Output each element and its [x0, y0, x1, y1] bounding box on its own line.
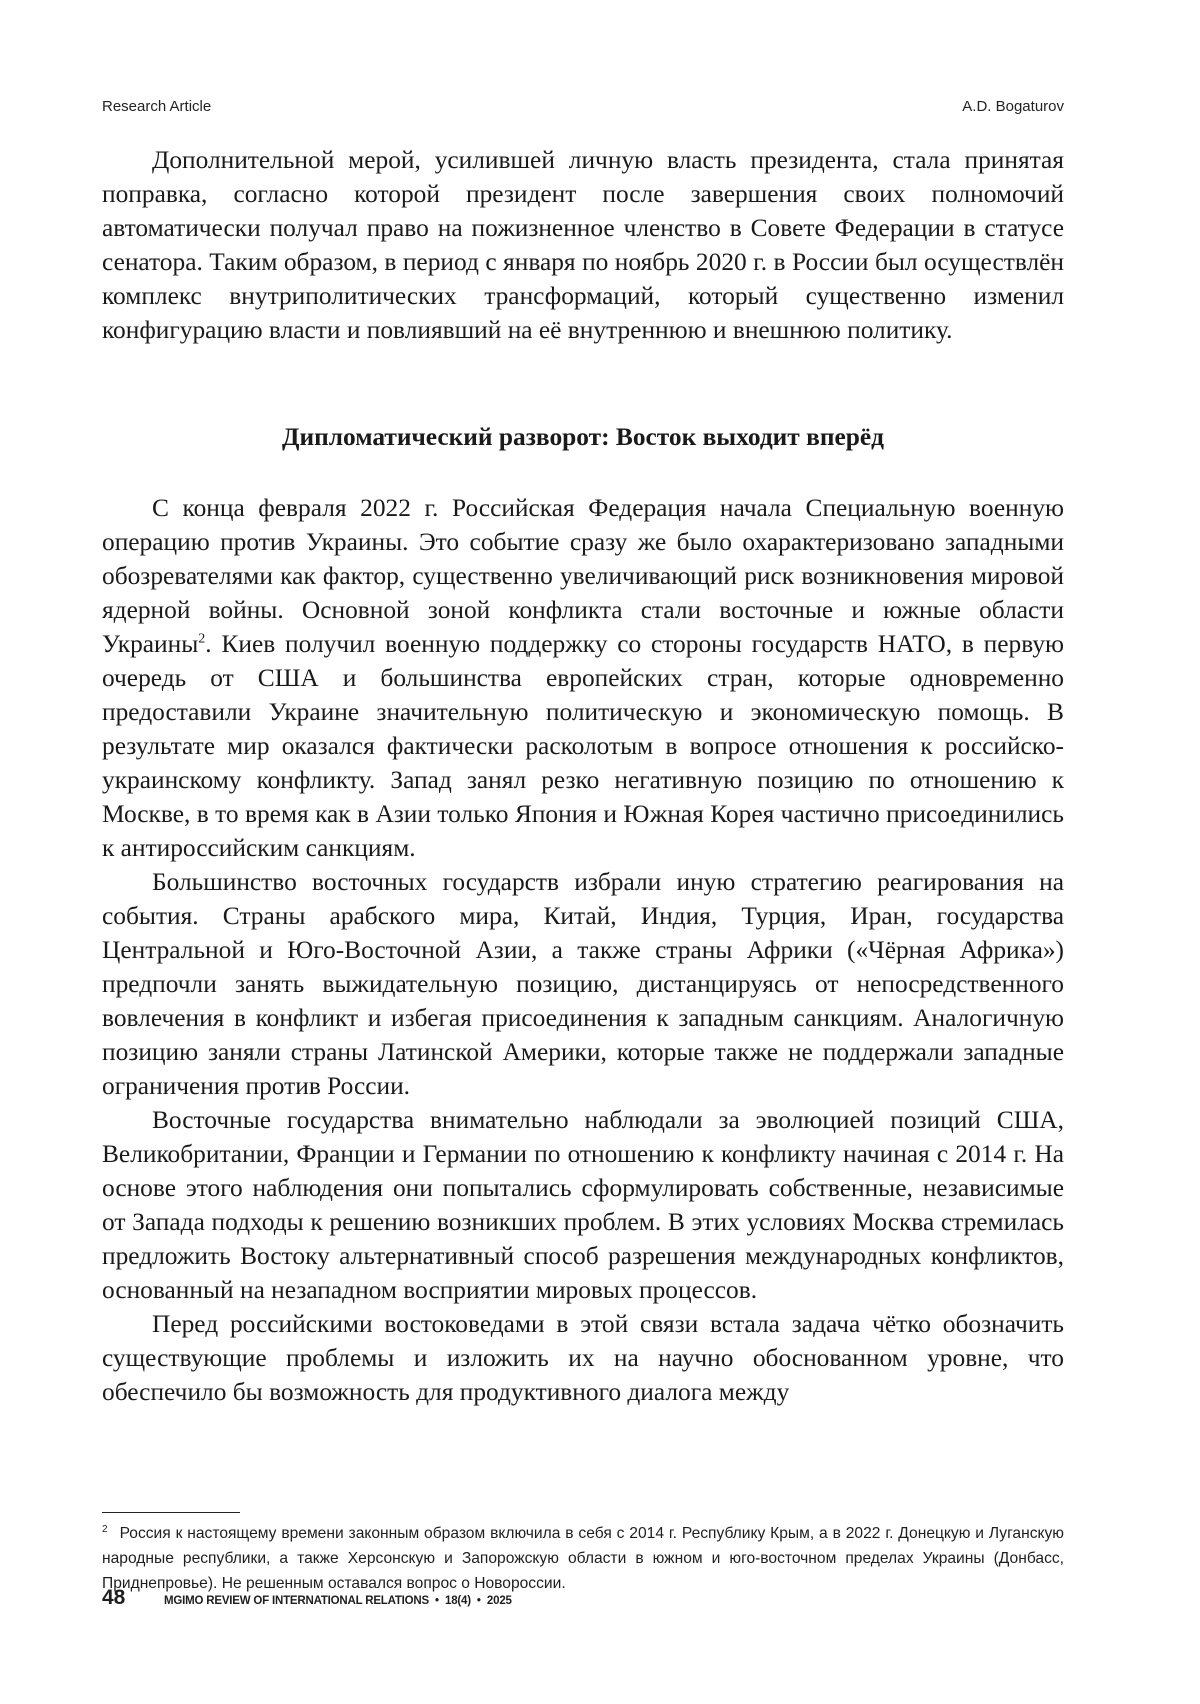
intro-text-block: [102, 143, 1064, 347]
paragraph: Большинство восточных государств избрали иную стратегию реагирования на события. Страны арабского мира, Китай, Индия, Турция, Иран, государства Центральной и Юго-Восточной Азии, а также страны Африки («Чёрная Африка») предпочли занять выжидательную позицию, дистанцируясь от непосредственного вовлечения в конфликт и избегая присоединения к западным санкциям. Аналогичную позицию заняли страны Латинской Америки, которые также не поддержали западные ограничения против России.: [102, 868, 1064, 1100]
footnote-text: Россия к настоящему времени законным образом включила в себя с 2014 г. Республику Крым, а в 2022 г. Донецкую и Луганскую народные республики, а также Херсонскую и Запорожскую области в южном и юго-восточном пределах Украины (Донбасс, Приднепровье). Не решенным оставался вопрос о Новороссии.: [102, 1525, 1064, 1592]
main-text-block: [102, 491, 1064, 1409]
footnote-divider: [102, 1512, 240, 1513]
paragraph: Дополнительной мерой, усилившей личную власть президента, стала принятая поправка, согласно которой президент после завершения своих полномочий автоматически получал право на пожизненное членство в Совете Федерации в статусе сенатора. Таким образом, в период с января по ноябрь 2020 г. в России был осуществлён комплекс внутриполитических трансформаций, который существенно изменил конфигурацию власти и повлиявший на её внутреннюю и внешнюю политику.: [102, 146, 1064, 344]
journal-year: 2025: [486, 1595, 512, 1607]
footnote: [102, 1521, 1064, 1596]
paragraph: Восточные государства внимательно наблюдали за эволюцией позиций США, Великобритании, Франции и Германии по отношению к конфликту начиная с 2014 г. На основе этого наблюдения они попытались сформулировать собственные, независимые от Запада подходы к решению возникших проблем. В этих условиях Москва стремилась предложить Востоку альтернативный способ разрешения международных конфликтов, основанный на незападном восприятии мировых процессов.: [102, 1106, 1064, 1304]
page-footer: [102, 1586, 1064, 1610]
article-type-label: Research Article: [102, 98, 212, 115]
journal-volume: 18(4): [445, 1595, 471, 1607]
author-label: A.D. Bogaturov: [962, 98, 1064, 115]
footnote-mark: 2: [102, 1523, 108, 1535]
footnote-reference[interactable]: 2: [198, 631, 206, 647]
paragraph: Перед российскими востоковедами в этой связи встала задача чётко обозначить существующие проблемы и изложить их на научно обоснованном уровне, что обеспечило бы возможность для продуктивного диалога между: [102, 1310, 1064, 1406]
paragraph-text-after-note: . Киев получил военную поддержку со стороны государств НАТО, в первую очередь от США и большинства европейских стран, которые одновременно предоставили Украине значительную политическую и экономическую помощь. В результате мир оказался фактически расколотым в вопросе отношения к российско-украинскому конфликту. Запад занял резко негативную позицию по отношению к Москве, в то время как в Азии только Япония и Южная Корея частично присоединились к антироссийским санкциям.: [102, 630, 1064, 862]
journal-title: MGIMO REVIEW OF INTERNATIONAL RELATIONS: [164, 1595, 429, 1607]
paragraph-with-footnote: [102, 491, 1064, 865]
page-number: 48: [102, 1586, 126, 1609]
footer-separator: •: [476, 1595, 481, 1607]
running-head: [102, 98, 1064, 115]
footer-separator: •: [435, 1595, 440, 1607]
section-heading: Дипломатический разворот: Восток выходит вперёд: [282, 423, 884, 451]
paragraph-text-before-note: С конца февраля 2022 г. Российская Федерация начала Специальную военную операцию против Украины. Это событие сразу же было охарактеризовано западными обозревателями как фактор, существенно увеличивающий риск возникновения мировой ядерной войны. Основной зоной конфликта стали восточные и южные области Украины: [102, 494, 1064, 658]
